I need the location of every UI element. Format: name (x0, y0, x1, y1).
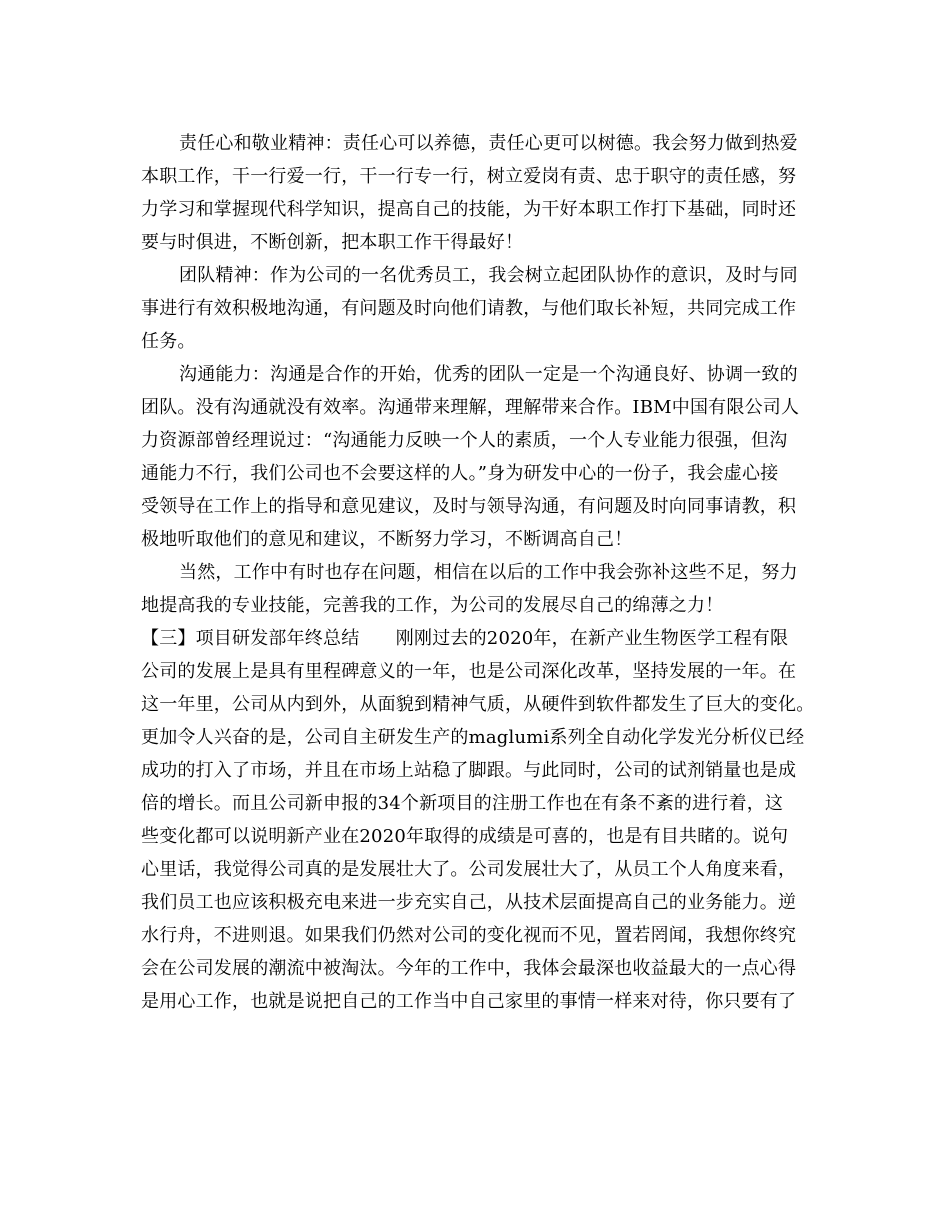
paragraph-line: 是用心工作，也就是说把自己的工作当中自己家里的事情一样来对待，你只要有了 (141, 991, 797, 1012)
paragraph-line: 地提高我的专业技能，完善我的工作，为公司的发展尽自己的绵薄之力！ (141, 595, 724, 616)
paragraph-line: 团队。没有沟通就没有效率。沟通带来理解，理解带来合作。IBM中国有限公司人 (141, 397, 800, 418)
paragraph-line: 团队精神：作为公司的一名优秀员工，我会树立起团队协作的意识，及时与同 (179, 265, 798, 286)
paragraph-line: 要与时俱进，不断创新，把本职工作干得最好！ (141, 232, 524, 253)
paragraph-line: 力资源部曾经理说过：“沟通能力反映一个人的素质，一个人专业能力很强，但沟 (141, 430, 788, 451)
paragraph-line: 事进行有效积极地沟通，有问题及时向他们请教，与他们取长补短，共同完成工作 (141, 298, 797, 319)
paragraph-line: 心里话，我觉得公司真的是发展壮大了。公司发展壮大了，从员工个人角度来看， (141, 859, 797, 880)
paragraph-line: 公司的发展上是具有里程碑意义的一年，也是公司深化改革，坚持发展的一年。在 (141, 661, 797, 682)
paragraph-line: 当然，工作中有时也存在问题，相信在以后的工作中我会弥补这些不足，努力 (179, 562, 798, 583)
paragraph-line: 些变化都可以说明新产业在2020年取得的成绩是可喜的，也是有目共睹的。说句 (141, 826, 789, 847)
paragraph-line: 本职工作，干一行爱一行，干一行专一行，树立爱岗有责、忠于职守的责任感，努 (141, 166, 797, 187)
paragraph-line: 更加令人兴奋的是，公司自主研发生产的maglumi系列全自动化学发光分析仪已经 (141, 727, 805, 748)
paragraph-line: 责任心和敬业精神：责任心可以养德，责任心更可以树德。我会努力做到热爱 (179, 133, 798, 154)
paragraph-line: 任务。 (141, 331, 196, 352)
paragraph-line: 水行舟，不进则退。如果我们仍然对公司的变化视而不见，置若罔闻，我想你终究 (141, 925, 797, 946)
paragraph-line: 极地听取他们的意见和建议，不断努力学习，不断调高自己！ (141, 529, 633, 550)
paragraph-line: 通能力不行，我们公司也不会要这样的人。”身为研发中心的一份子，我会虚心接 (141, 463, 779, 484)
paragraph-line: 倍的增长。而且公司新申报的34个新项目的注册工作也在有条不紊的进行着，这 (141, 793, 784, 814)
paragraph-line: 我们员工也应该积极充电来进一步充实自己，从技术层面提高自己的业务能力。逆 (141, 892, 797, 913)
section-heading-line: 【三】项目研发部年终总结 刚刚过去的2020年，在新产业生物医学工程有限 (141, 628, 789, 649)
paragraph-line: 成功的打入了市场，并且在市场上站稳了脚跟。与此同时，公司的试剂销量也是成 (141, 760, 797, 781)
paragraph-line: 力学习和掌握现代科学知识，提高自己的技能，为干好本职工作打下基础，同时还 (141, 199, 797, 220)
paragraph-line: 沟通能力：沟通是合作的开始，优秀的团队一定是一个沟通良好、协调一致的 (179, 364, 798, 385)
paragraph-line: 这一年里，公司从内到外，从面貌到精神气质，从硬件到软件都发生了巨大的变化。 (141, 694, 815, 715)
paragraph-line: 会在公司发展的潮流中被淘汰。今年的工作中，我体会最深也收益最大的一点心得 (141, 958, 797, 979)
paragraph-line: 受领导在工作上的指导和意见建议，及时与领导沟通，有问题及时向同事请教，积 (141, 496, 797, 517)
document-body (141, 127, 821, 1018)
